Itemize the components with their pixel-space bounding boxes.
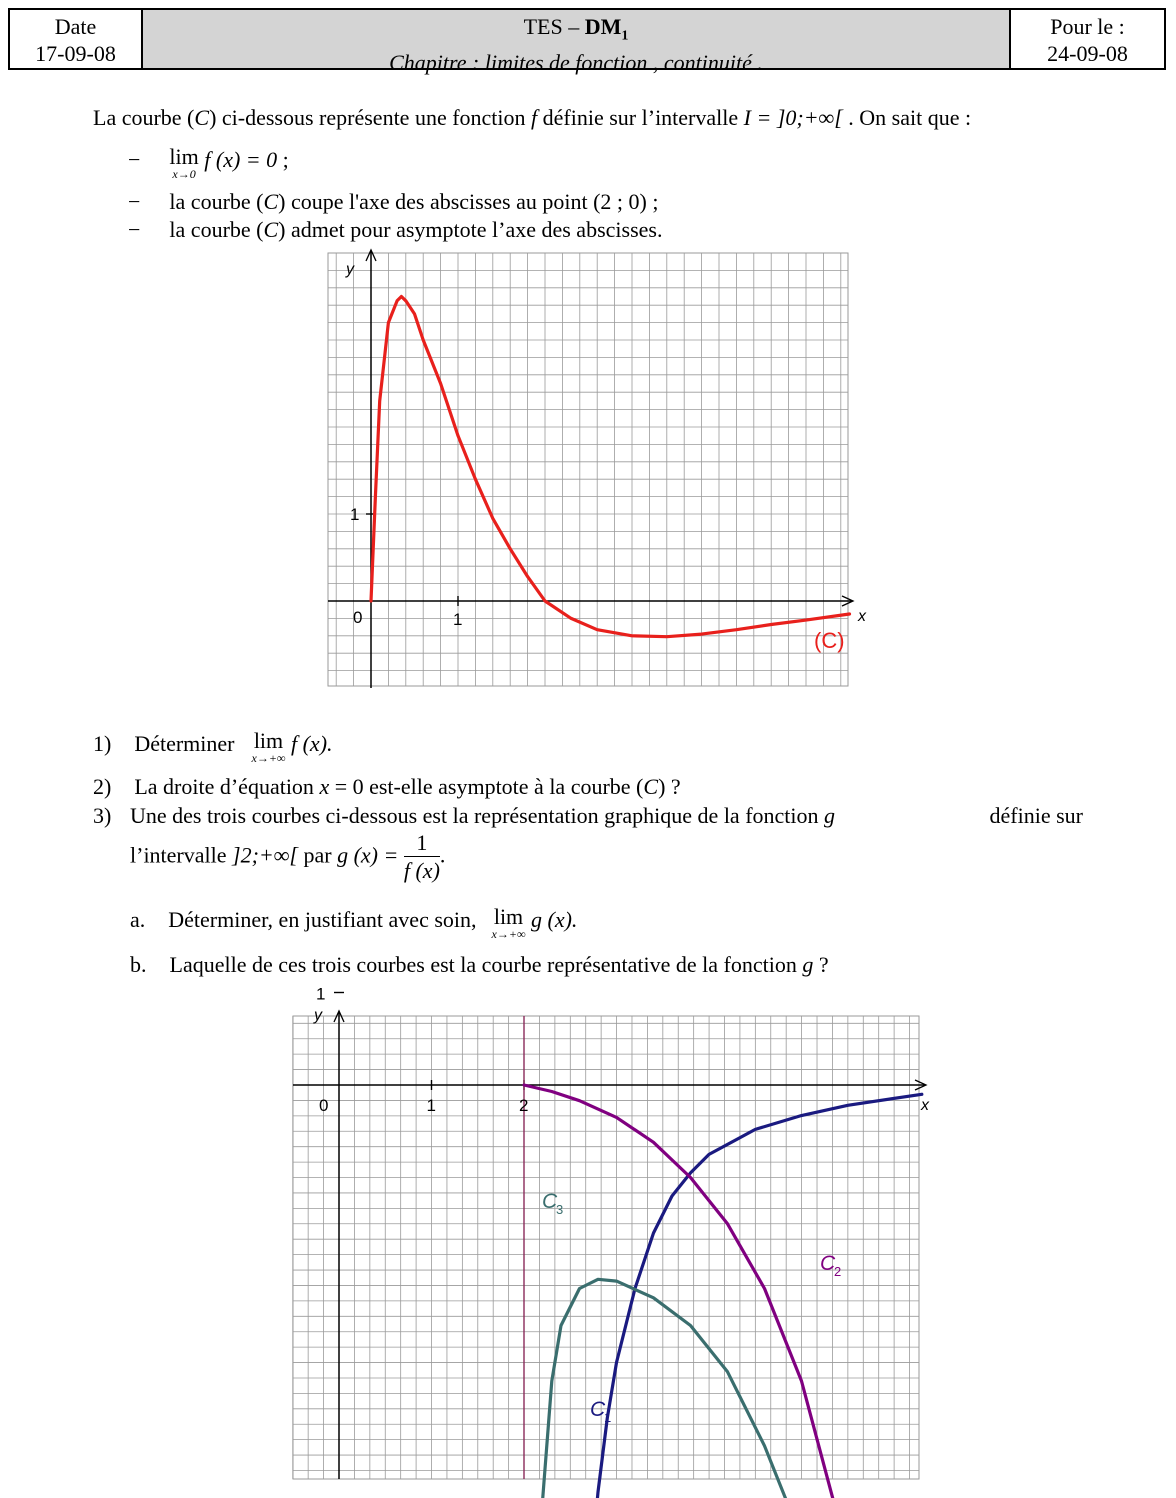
q2-text-a: La droite d’équation [134,774,320,799]
q1-expr: f (x). [290,731,333,756]
q2-c: C [643,774,659,799]
bullet-dash: − [128,217,141,242]
chapter-title: Chapitre : limites de fonction , continuité . [389,50,763,76]
doc-title [143,13,1009,49]
title-main: DM [584,14,622,39]
fraction-denominator: f (x) [403,858,440,883]
x-axis-label: x [858,608,866,625]
q3-par: par [298,842,338,868]
qa-text: Déterminer, en justifiant avec soin, [168,907,477,932]
bullet-1 [128,146,289,180]
y-axis-label: y [314,1007,322,1024]
origin-label: 0 [353,608,363,627]
curve-label-c3-sub: 3 [556,1202,564,1217]
intro-paragraph [93,104,971,132]
q3-number: 3) [93,803,112,828]
date-value: 17-09-08 [35,41,116,66]
due-label: Pour le : [1050,14,1125,39]
curve-label-C: (C) [814,628,845,653]
chart2-labels [313,985,930,1426]
lim-word: lim [493,904,524,929]
lim-sub: x→+∞ [491,927,526,941]
lim-word: lim [169,144,199,169]
lim-sub: x→0 [172,167,196,181]
chart-curve-f [320,246,866,692]
intro-part-a: La courbe ( [93,105,195,130]
question-1 [93,730,333,764]
q3-gx: g (x) = [337,842,399,868]
title-prefix: TES – [523,14,585,39]
q3-line1 [130,802,1083,830]
title-sub: 1 [621,28,629,44]
due-value: 24-09-08 [1047,41,1128,66]
limit-expr: f (x) = 0 [204,147,278,172]
question-3b [130,951,829,979]
intro-part-d: définie sur l’intervalle [537,105,744,130]
q2-text-b: = 0 est-elle asymptote à la courbe ( [329,774,644,799]
bullet-dash: − [128,189,141,214]
x-tick-label: 2 [519,1096,529,1115]
bullet-tail: ; [277,147,289,172]
intro-c: C [194,105,210,130]
limit-x-to-0 [169,146,198,180]
date-cell [10,10,143,68]
question-3-line2 [130,830,445,885]
lim-word: lim [253,728,284,753]
qb-g: g [802,952,814,977]
y-tick-label: 1 [316,984,326,1004]
q3-interval: ]2;+∞[ [232,842,298,868]
q3-g: g [824,803,836,828]
bullet-text-b: ) admet pour asymptote l’axe des abscisses. [278,217,663,242]
chart1-curves [371,297,850,637]
q1-limit [252,730,286,764]
qb-letter: b. [130,952,147,977]
bullet-dash: − [128,147,141,172]
q3-dot: . [439,842,446,868]
bullet-3 [128,216,662,244]
curve-label-c1-sub: 1 [604,1410,612,1425]
q3-fraction [404,830,440,885]
y-tick-label: 1 [350,505,360,524]
q2-x: x [319,774,330,799]
bullet-c: C [263,189,279,214]
bullet-2 [128,188,658,216]
q2-number: 2) [93,774,112,799]
curve-label-c3: C [542,1190,558,1213]
q3-text-a: Une des trois courbes ci-dessous est la représentation graphique de la fonction [130,803,825,828]
origin-label: 0 [319,1096,329,1115]
q1-number: 1) [93,731,112,756]
curve-f [371,297,850,637]
qb-text-a: Laquelle de ces trois courbes est la courbe représentative de la fonction [169,952,803,977]
title-cell [143,10,1011,76]
intro-part-e: . On sait que : [842,105,972,130]
due-cell [1011,10,1164,68]
q2-text-c: ) ? [658,774,681,799]
fraction-numerator: 1 [404,830,440,857]
intro-interval: I = ]0;+∞[ [743,105,843,130]
qb-text-b: ? [813,952,829,977]
qa-expr: g (x). [531,907,578,932]
q3-line2-text: l’intervalle [130,842,233,868]
x-tick-label: 1 [453,610,463,629]
bullet-text-a: la courbe ( [169,217,264,242]
chart1-grid [328,253,848,686]
y-axis-label: y [346,261,354,278]
bullet-text-a: la courbe ( [169,189,264,214]
lim-sub: x→+∞ [251,751,286,765]
x-tick-label: 1 [426,1096,436,1115]
qa-limit [492,906,526,940]
date-label: Date [54,14,97,39]
intro-part-b: ) ci-dessous représente une fonction [209,105,532,130]
q1-text: Déterminer [134,731,235,756]
header-table [8,8,1166,76]
bullet-c: C [263,217,279,242]
bullet-text-b: ) coupe l'axe des abscisses au point (2 ; 0) ; [278,189,659,214]
curve-label-c1: C [590,1398,606,1421]
q3-text-b: définie sur [989,803,1083,828]
chart-three-curves [285,984,935,1488]
curve-c1 [570,1094,922,1498]
qa-letter: a. [130,907,146,932]
question-3a [130,906,577,940]
chart1-axes [328,250,853,688]
question-3 [93,802,1083,830]
x-axis-label: x [921,1097,929,1114]
curve-label-c2-sub: 2 [834,1264,842,1279]
intro-f: f [531,105,538,130]
question-2 [93,773,681,801]
curve-label-c2: C [820,1252,836,1275]
